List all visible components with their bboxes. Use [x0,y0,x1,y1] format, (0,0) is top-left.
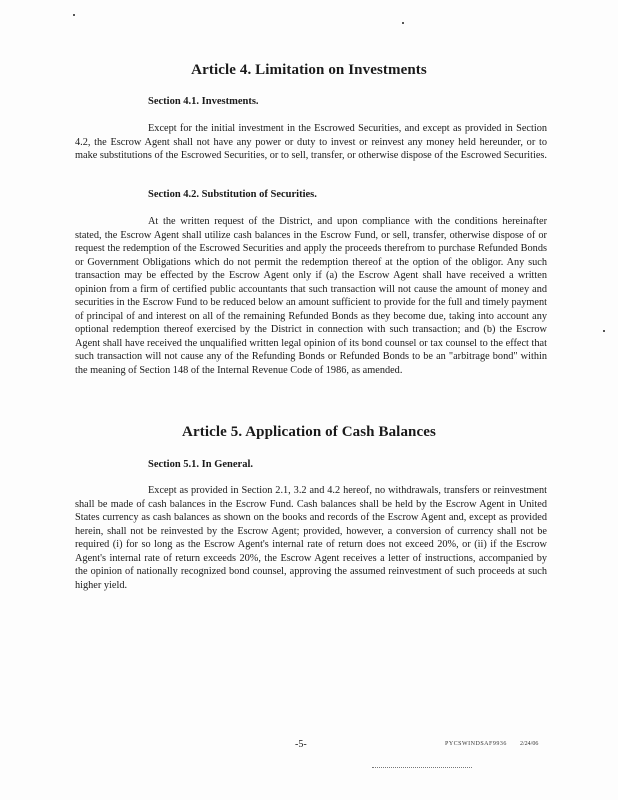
article-4-title: Article 4. Limitation on Investments [191,62,427,78]
scan-speck [603,330,605,332]
section-4-2-body: At the written request of the District, and upon compliance with the conditions hereinafter stated, the Escrow Agent shall utilize cash balances in the Escrow Fund, or sell, transfer, otherwise dispose of or request the redemption of the Escrowed Securities and apply the proceeds therefrom to purchase Refunded Bonds or Government Obligations which do not permit the redemption thereof at the option of the obligor. Any such transaction may be effected by the Escrow Agent only if (a) the Escrow Agent shall have received a written opinion from a firm of certified public accountants that such transaction will not cause the amount of money and securities in the Escrow Fund to be reduced below an amount sufficient to provide for the full and timely payment of principal of and interest on all of the remaining Refunded Bonds as they become due, taking into account any optional redemption thereof exercised by the District in connection with such transaction; and (b) the Escrow Agent shall have received the unqualified written legal opinion of its bond counsel or tax counsel to the effect that such transaction will not cause any of the Refunding Bonds or Refunded Bonds to be an "arbitrage bond" within the meaning of Section 148 of the Internal Revenue Code of 1986, as amended. [75,216,547,376]
scan-speck [402,22,404,24]
document-code: PYCSWINDSAF9936 [445,741,507,747]
article-5-title: Article 5. Application of Cash Balances [182,424,436,440]
section-5-1-body: Except as provided in Section 2.1, 3.2 and 4.2 hereof, no withdrawals, transfers or reinvestment shall be made of cash balances in the Escrow Fund. Cash balances shall be held by the Escrow Agent in United States currency as cash balances as shown on the books and records of the Escrow Agent and, except as provided herein, shall not be reinvested by the Escrow Agent; provided, however, a conversion of currency shall not be required (i) for so long as the Escrow Agent's internal rate of return does not exceed 20%, or (ii) if the Escrow Agent's internal rate of return exceeds 20%, the Escrow Agent receives a letter of instructions, accompanied by the opinion of nationally recognized bond counsel, approving the assumed reinvestment of such proceeds at such higher yield. [75,485,547,591]
scan-speck [73,14,75,16]
section-5-1-heading: Section 5.1. In General. [148,459,253,470]
section-4-1-heading: Section 4.1. Investments. [148,96,259,107]
footer-rule [372,767,472,768]
page-number: -5- [295,739,307,750]
date-code: 2/24/06 [520,741,539,747]
section-4-1-body: Except for the initial investment in the Escrowed Securities, and except as provided in Section 4.2, the Escrow Agent shall not have any power or duty to invest or reinvest any money held hereunder, or to make substitutions of the Escrowed Securities, or to sell, transfer, or otherwise dispose of the Escrowed Securities. [75,123,547,161]
section-4-2-heading: Section 4.2. Substitution of Securities. [148,189,317,200]
